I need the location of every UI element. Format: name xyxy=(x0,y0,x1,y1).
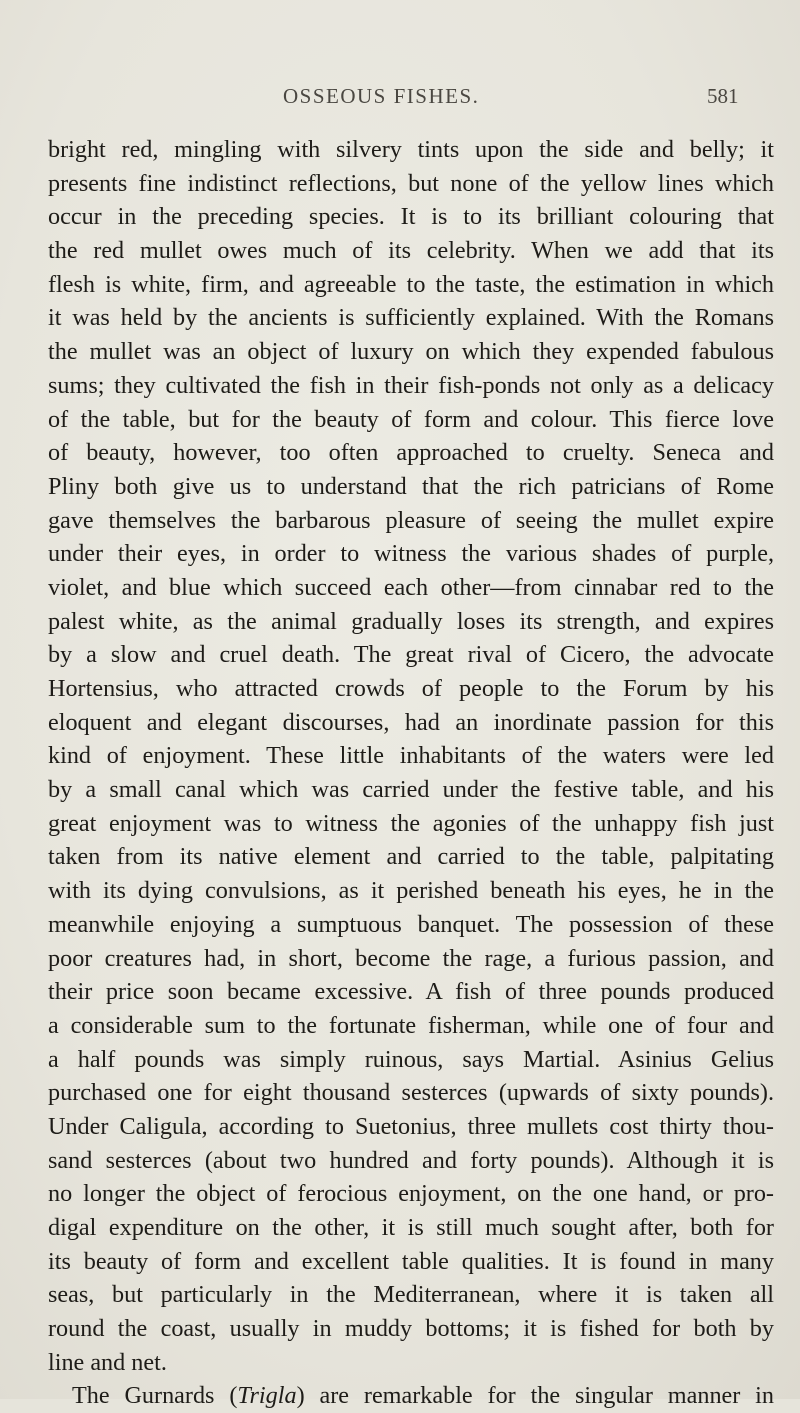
text-line: great enjoyment was to witness the agonies of the unhappy fish just xyxy=(48,809,774,837)
text-line: it was held by the ancients is sufficiently explained. With the Romans xyxy=(48,304,774,332)
text-line: taken from its native element and carried to the table, palpitating xyxy=(48,843,774,871)
text-line: of beauty, however, too often approached to cruelty. Seneca and xyxy=(48,439,774,467)
paragraph-start-line xyxy=(48,1379,774,1413)
text-line: their price soon became excessive. A fish of three pounds produced xyxy=(48,978,774,1006)
text-line: seas, but particularly in the Mediterranean, where it is taken all xyxy=(48,1281,774,1309)
text-line: kind of enjoyment. These little inhabitants of the waters were led xyxy=(48,742,774,770)
text-line: purchased one for eight thousand sesterces (upwards of sixty pounds). xyxy=(48,1079,774,1107)
text-line: eloquent and elegant discourses, had an inordinate passion for this xyxy=(48,708,774,736)
paragraph-end-line: line and net. xyxy=(48,1348,167,1376)
text-line: round the coast, usually in muddy bottoms; it is fished for both by xyxy=(48,1315,774,1343)
text-line: gave themselves the barbarous pleasure of seeing the mullet expire xyxy=(48,506,774,534)
text-line: Hortensius, who attracted crowds of people to the Forum by his xyxy=(48,675,774,702)
text-line: the mullet was an object of luxury on which they expended fabulous xyxy=(48,338,774,366)
text-line: Under Caligula, according to Suetonius, three mullets cost thirty thou- xyxy=(48,1112,774,1140)
page-number: 581 xyxy=(707,84,739,108)
text-line: its beauty of form and excellent table qualities. It is found in many xyxy=(48,1247,774,1275)
trigla-italic: Trigla xyxy=(237,1382,297,1410)
text-line: palest white, as the animal gradually loses its strength, and expires xyxy=(48,607,774,635)
text-line: of the table, but for the beauty of form and colour. This fierce love xyxy=(48,405,774,433)
running-head xyxy=(0,84,800,114)
text-line: a considerable sum to the fortunate fisherman, while one of four and xyxy=(48,1011,774,1039)
text-line: a half pounds was simply ruinous, says Martial. Asinius Gelius xyxy=(48,1045,774,1073)
text-line: no longer the object of ferocious enjoyment, on the one hand, or pro- xyxy=(48,1180,774,1208)
text-line: presents fine indistinct reflections, but none of the yellow lines which xyxy=(48,169,774,197)
body-text xyxy=(48,133,774,1413)
gurnards-text-end: ) are remarkable for the singular manner in xyxy=(296,1382,775,1410)
text-line: violet, and blue which succeed each other—from cinnabar red to the xyxy=(48,573,774,601)
text-line: sums; they cultivated the fish in their fish-ponds not only as a delicacy xyxy=(48,371,774,399)
text-line: occur in the preceding species. It is to its brilliant colouring that xyxy=(48,203,774,231)
text-line: digal expenditure on the other, it is still much sought after, both for xyxy=(48,1214,774,1241)
text-line: the red mullet owes much of its celebrity. When we add that its xyxy=(48,237,774,265)
text-line: sand sesterces (about two hundred and forty pounds). Although it is xyxy=(48,1146,774,1174)
text-line: flesh is white, firm, and agreeable to the taste, the estimation in which xyxy=(48,270,774,298)
text-line: with its dying convulsions, as it perished beneath his eyes, he in the xyxy=(48,877,774,905)
text-line: by a slow and cruel death. The great rival of Cicero, the advocate xyxy=(48,641,774,669)
text-line: Pliny both give us to understand that the rich patricians of Rome xyxy=(48,472,774,500)
text-line: under their eyes, in order to witness the various shades of purple, xyxy=(48,540,774,568)
text-line: bright red, mingling with silvery tints upon the side and belly; it xyxy=(48,136,774,163)
gurnards-text-start: The Gurnards ( xyxy=(72,1382,238,1410)
text-line: by a small canal which was carried under the festive table, and his xyxy=(48,776,774,804)
text-line: poor creatures had, in short, become the rage, a furious passion, and xyxy=(48,944,774,972)
text-line: meanwhile enjoying a sumptuous banquet. The possession of these xyxy=(48,910,774,938)
running-title: OSSEOUS FISHES. xyxy=(283,84,480,108)
